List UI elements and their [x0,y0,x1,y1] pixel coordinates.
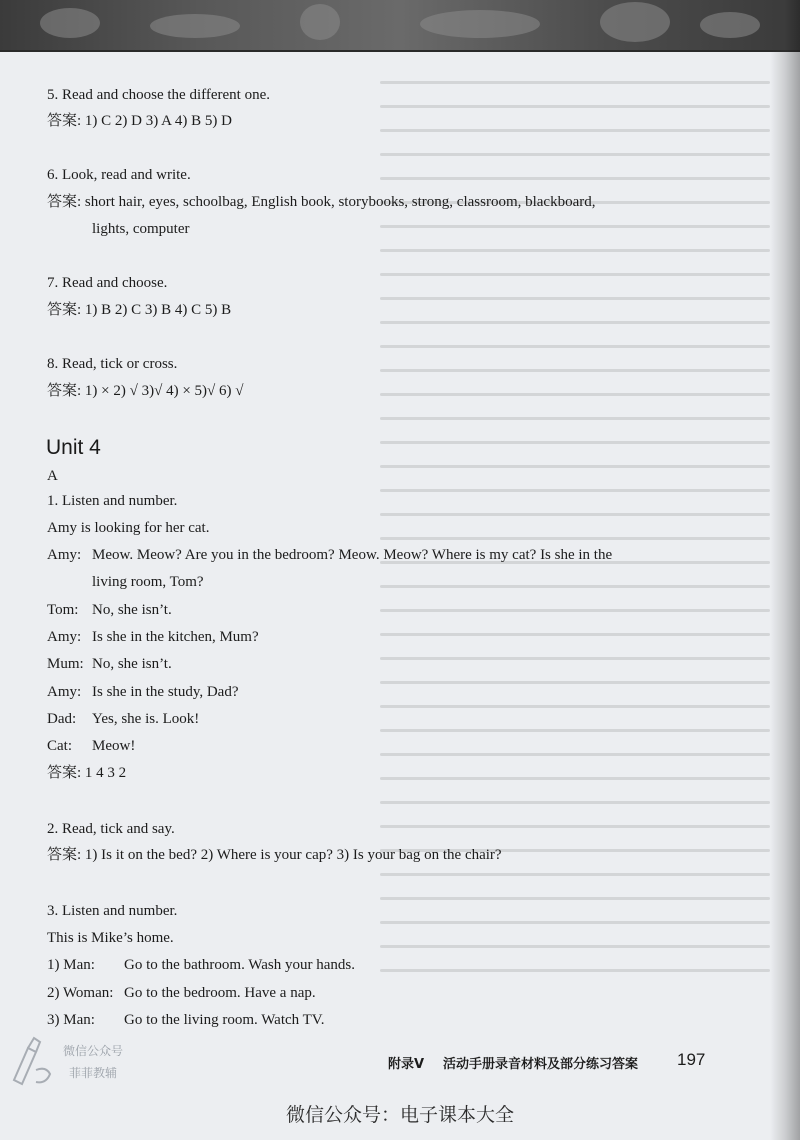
item-text: Go to the bathroom. Wash your hands. [124,957,355,973]
utterance: No, she isn’t. [92,656,172,672]
item-number: 2) Woman: [47,985,114,1001]
item-text: Go to the bedroom. Have a nap. [124,985,316,1001]
speaker: Tom: [47,602,79,618]
listening-intro: This is Mike’s home. [47,930,174,946]
answer-label: 答案: [47,847,82,863]
unit4-answer-2 [47,846,502,864]
answer-label: 答案: [47,383,82,399]
dialogue-line [47,546,613,564]
speaker: Dad: [47,711,77,727]
answer-label: 答案: [47,113,82,129]
dialogue-line [47,683,239,701]
listening-item [47,984,316,1002]
speaker: Amy: [47,629,82,645]
utterance: No, she isn’t. [92,602,172,618]
answer-6-cont: lights, computer [92,221,190,237]
answer-text: 1 4 3 2 [84,765,127,781]
question-6: 6. Look, read and write. [47,167,191,183]
answer-8 [47,382,244,400]
question-8: 8. Read, tick or cross. [47,356,178,372]
listening-item [47,1011,325,1029]
dialogue-intro: Amy is looking for her cat. [47,520,210,536]
unit4-question-2: 2. Read, tick and say. [47,821,175,837]
utterance: Yes, she is. Look! [92,711,200,727]
speaker: Cat: [47,738,72,754]
unit-title: Unit 4 [46,436,101,459]
unit4-answer-1 [47,764,126,782]
footer-title: 活动手册录音材料及部分练习答案 [443,1057,639,1072]
answer-6 [47,193,596,211]
dialogue-line [47,601,172,619]
answer-text: 1) B 2) C 3) B 4) C 5) B [84,302,232,318]
answer-label: 答案: [47,194,82,210]
answer-label: 答案: [47,302,82,318]
answer-label: 答案: [47,765,82,781]
speaker: Mum: [47,656,84,672]
answer-text: 1) Is it on the bed? 2) Where is your cap? 3) Is your bag on the chair? [84,847,502,863]
speaker: Amy: [47,547,82,563]
unit4-question-3: 3. Listen and number. [47,903,178,919]
dialogue-line [47,737,136,755]
item-number: 1) Man: [47,957,95,973]
answer-text: short hair, eyes, schoolbag, English book, storybooks, strong, classroom, blackboard, [84,194,596,210]
page-number: 197 [677,1050,706,1069]
left-watermark [38,1040,148,1084]
answer-5 [47,112,232,130]
dialogue-line [47,628,259,646]
item-number: 3) Man: [47,1012,95,1028]
listening-item [47,956,355,974]
utterance: Is she in the study, Dad? [92,684,239,700]
utterance: Is she in the kitchen, Mum? [92,629,259,645]
utterance: Meow. Meow? Are you in the bedroom? Meow. Meow? Where is my cat? Is she in the [92,547,613,563]
question-5: 5. Read and choose the different one. [47,87,270,103]
item-text: Go to the living room. Watch TV. [124,1012,325,1028]
header-illustration-band [0,0,800,52]
answer-text: 1) × 2) √ 3)√ 4) × 5)√ 6) √ [84,383,244,399]
speaker: Amy: [47,684,82,700]
dialogue-line-cont: living room, Tom? [92,574,204,590]
page-edge-shadow [770,0,800,1140]
watermark-line: 菲菲教辅 [68,1066,117,1080]
part-label: A [47,468,58,484]
answer-text: 1) C 2) D 3) A 4) B 5) D [84,113,232,129]
footer-appendix: 附录V [388,1057,425,1072]
dialogue-line [47,710,200,728]
utterance: Meow! [92,738,136,754]
dialogue-line [47,655,172,673]
watermark-line: 微信公众号 [62,1044,123,1058]
unit4-question-1: 1. Listen and number. [47,493,178,509]
bottom-watermark: 微信公众号：电子课本大全 [285,1104,514,1126]
question-7: 7. Read and choose. [47,275,168,291]
answer-7 [47,301,231,319]
